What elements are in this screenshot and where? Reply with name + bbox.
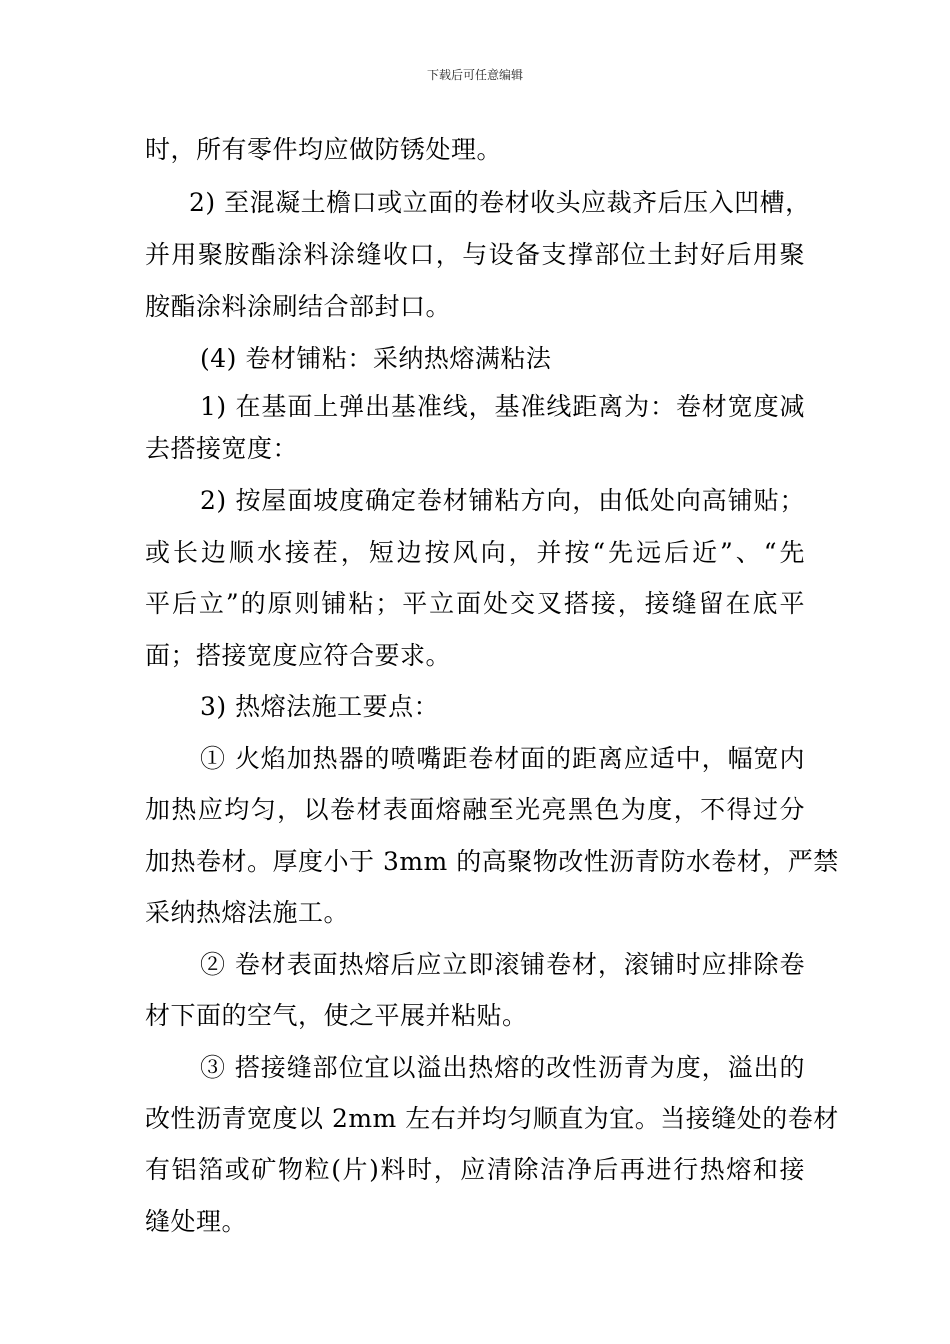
text-line: (4) 卷材铺粘：采纳热熔满粘法	[200, 344, 552, 373]
text-line: 材下面的空气，使之平展并粘贴。	[145, 1001, 528, 1030]
text-line: 改性沥青宽度以 2mm 左右并均匀顺直为宜。当接缝处的卷材	[145, 1104, 839, 1133]
text-line: 胺酯涂料涂刷结合部封口。	[145, 292, 452, 321]
text-line: 并用聚胺酯涂料涂缝收口，与设备支撑部位土封好后用聚	[145, 240, 805, 269]
text-line: 时，所有零件均应做防锈处理。	[145, 135, 503, 164]
text-line: ② 卷材表面热熔后应立即滚铺卷材，滚铺时应排除卷	[200, 950, 805, 979]
text-line: 面；搭接宽度应符合要求。	[145, 641, 452, 670]
text-line: 1) 在基面上弹出基准线，基准线距离为：卷材宽度减	[200, 392, 805, 421]
text-line: 有铝箔或矿物粒(片)料时，应清除洁净后再进行热熔和接	[145, 1155, 805, 1184]
text-line: ③ 搭接缝部位宜以溢出热熔的改性沥青为度，溢出的	[200, 1053, 805, 1082]
text-line: 采纳热熔法施工。	[145, 898, 350, 927]
text-line: ① 火焰加热器的喷嘴距卷材面的距离应适中，幅宽内	[200, 744, 805, 773]
page-header-note: 下载后可任意编辑	[426, 68, 523, 82]
text-line: 去搭接宽度：	[145, 434, 299, 463]
text-line: 加热卷材。厚度小于 3mm 的高聚物改性沥青防水卷材，严禁	[145, 847, 839, 876]
text-line: 加热应均匀，以卷材表面熔融至光亮黑色为度，不得过分	[145, 795, 805, 824]
text-line: 或长边顺水接茬，短边按风向，并按“先远后近”、“先	[145, 538, 805, 567]
text-line: 平后立”的原则铺粘；平立面处交叉搭接，接缝留在底平	[145, 589, 805, 618]
text-line: 缝处理。	[145, 1207, 248, 1236]
text-line: 3) 热熔法施工要点：	[200, 692, 440, 721]
text-line: 2) 按屋面坡度确定卷材铺粘方向，由低处向高铺贴；	[200, 486, 805, 515]
text-line: 2) 至混凝土檐口或立面的卷材收头应裁齐后压入凹槽，	[189, 188, 811, 217]
